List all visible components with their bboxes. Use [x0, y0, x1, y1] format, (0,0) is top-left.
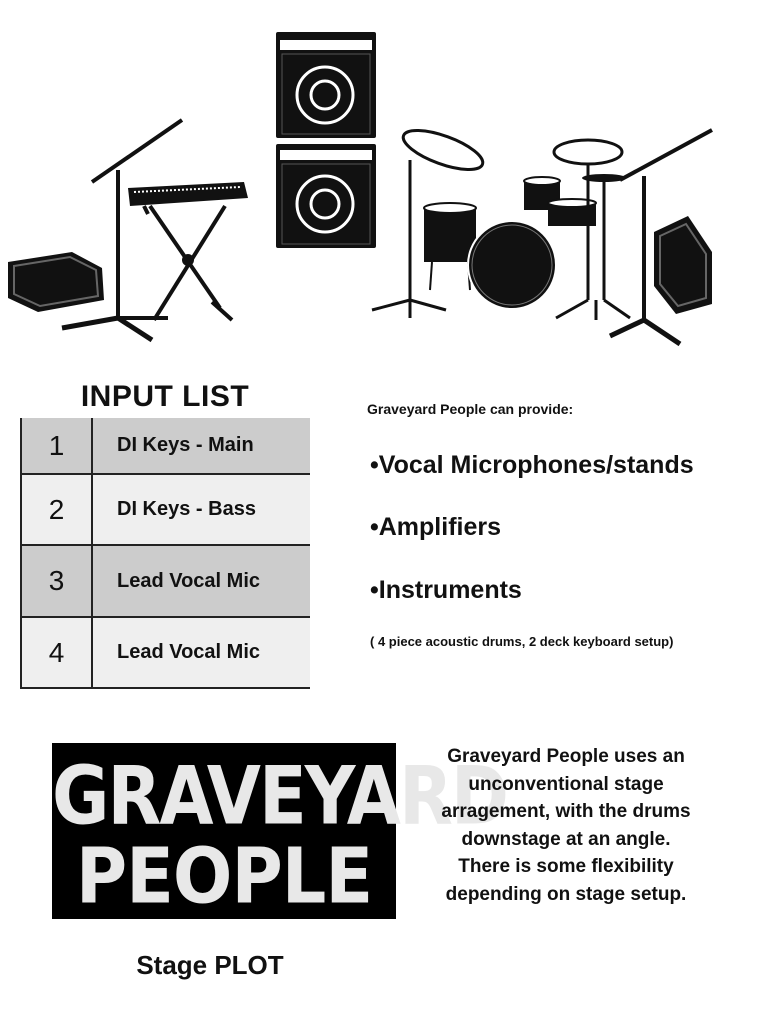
logo-line-people: PEOPLE [75, 830, 373, 922]
input-name: DI Keys - Bass [92, 474, 310, 545]
floor-monitor-right-icon [654, 216, 712, 314]
table-row [21, 474, 310, 545]
input-number: 2 [21, 474, 92, 545]
table-row [21, 545, 310, 617]
keyboard-stand-icon [128, 182, 248, 320]
input-number: 4 [21, 617, 92, 688]
floor-monitor-left-icon [8, 252, 104, 312]
provide-item-vocal-mics: •Vocal Microphones/stands [370, 451, 694, 479]
band-logo [52, 743, 507, 922]
provide-heading: Graveyard People can provide: [367, 401, 574, 417]
input-name: DI Keys - Main [92, 418, 310, 474]
input-number: 3 [21, 545, 92, 617]
stage-description: Graveyard People uses an unconventional stage arragement, with the drums downstage at an angle. There is some flexibility depending on stage setup. [441, 746, 691, 905]
input-name: Lead Vocal Mic [92, 545, 310, 617]
provide-item-instruments: •Instruments [370, 576, 522, 604]
table-row [21, 418, 310, 474]
logo-line-graveyard: GRAVEYARD [52, 748, 507, 844]
provide-item-amplifiers: •Amplifiers [370, 513, 502, 541]
input-number: 1 [21, 418, 92, 474]
provide-note: ( 4 piece acoustic drums, 2 deck keyboard setup) [370, 634, 674, 649]
input-list-title: INPUT LIST [80, 380, 250, 413]
drum-kit-icon [372, 122, 630, 320]
stage-illustration [0, 0, 768, 360]
table-row [21, 617, 310, 688]
input-list-table [20, 418, 310, 689]
amp-stack-icon [276, 32, 376, 248]
stage-plot-label: Stage PLOT [136, 950, 284, 980]
input-name: Lead Vocal Mic [92, 617, 310, 688]
